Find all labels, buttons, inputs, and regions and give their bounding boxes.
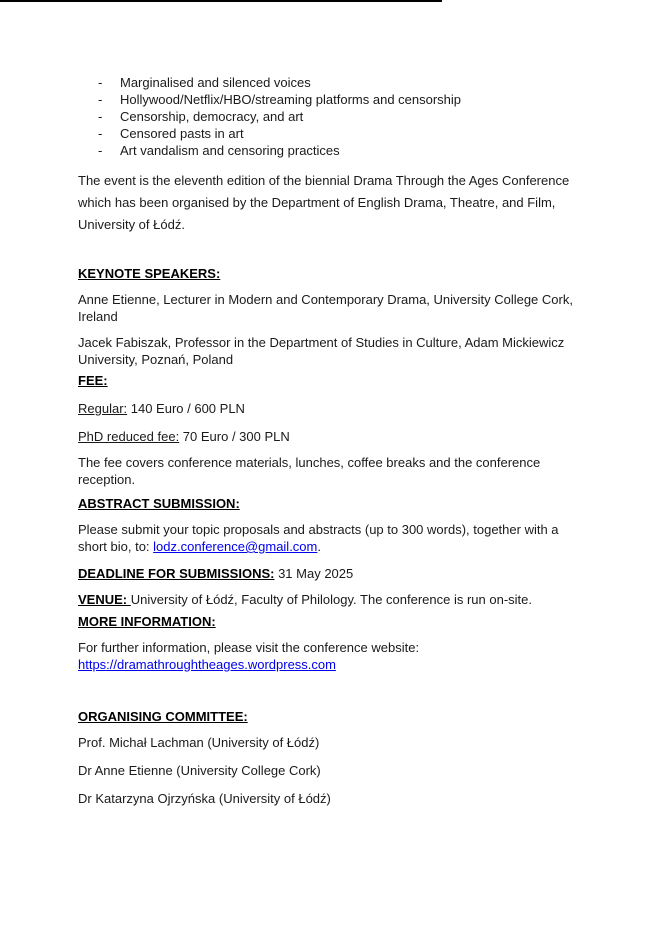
- more-information-text: For further information, please visit the conference website:: [78, 640, 420, 655]
- venue-label: VENUE:: [78, 592, 131, 607]
- bullet-dash: -: [98, 126, 103, 141]
- organising-committee-heading: ORGANISING COMMITTEE:: [78, 709, 248, 724]
- deadline-value: 31 May 2025: [274, 566, 354, 581]
- bullet-text: Marginalised and silenced voices: [120, 75, 311, 90]
- list-item: [78, 125, 590, 142]
- deadline-line: [78, 565, 590, 582]
- bullet-dash: -: [98, 143, 103, 158]
- keynote-speaker-1: Anne Etienne, Lecturer in Modern and Contemporary Drama, University College Cork, Ireland: [78, 292, 573, 324]
- fee-phd-label: PhD reduced fee:: [78, 429, 180, 444]
- committee-member-2: Dr Anne Etienne (University College Cork): [78, 763, 321, 778]
- list-item: [78, 74, 590, 91]
- abstract-text-period: .: [317, 539, 321, 554]
- venue-line: [78, 591, 590, 608]
- bullet-text: Art vandalism and censoring practices: [120, 143, 340, 158]
- more-information-paragraph: [78, 639, 590, 673]
- keynote-speakers-heading: KEYNOTE SPEAKERS:: [78, 266, 221, 281]
- list-item: [78, 142, 590, 159]
- abstract-submission-paragraph: [78, 521, 590, 555]
- fee-note: The fee covers conference materials, lunches, coffee breaks and the conference reception.: [78, 455, 541, 487]
- fee-regular-value: 140 Euro / 600 PLN: [127, 401, 245, 416]
- committee-member-3: Dr Katarzyna Ojrzyńska (University of Łódź): [78, 791, 331, 806]
- clipped-divider-line: [0, 0, 442, 2]
- fee-regular-label: Regular:: [78, 401, 128, 416]
- topics-bullet-list: [78, 74, 590, 159]
- abstract-text: Please submit your topic proposals and abstracts (up to 300 words), together with a short bio, to:: [78, 522, 559, 554]
- bullet-dash: -: [98, 109, 103, 124]
- bullet-text: Censorship, democracy, and art: [120, 109, 304, 124]
- submission-email-link[interactable]: lodz.conference@gmail.com: [153, 539, 318, 554]
- list-item: [78, 108, 590, 125]
- bullet-dash: -: [98, 75, 103, 90]
- more-information-heading: MORE INFORMATION:: [78, 614, 216, 629]
- fee-regular-line: [78, 400, 590, 417]
- fee-heading: FEE:: [78, 373, 108, 388]
- bullet-text: Hollywood/Netflix/HBO/streaming platforms and censorship: [120, 92, 462, 107]
- venue-value: University of Łódź, Faculty of Philology. The conference is run on-site.: [130, 592, 533, 607]
- conference-website-link[interactable]: https://dramathroughtheages.wordpress.com: [78, 657, 336, 672]
- abstract-submission-heading: ABSTRACT SUBMISSION:: [78, 496, 240, 511]
- fee-phd-line: [78, 428, 590, 445]
- bullet-text: Censored pasts in art: [120, 126, 244, 141]
- intro-paragraph: The event is the eleventh edition of the biennial Drama Through the Ages Conference which has been organised by the Department of English Drama, Theatre, and Film, University of Łódź.: [78, 173, 570, 232]
- fee-phd-value: 70 Euro / 300 PLN: [179, 429, 290, 444]
- keynote-speaker-2: Jacek Fabiszak, Professor in the Department of Studies in Culture, Adam Mickiewicz University, Poznań, Poland: [78, 335, 565, 367]
- list-item: [78, 91, 590, 108]
- deadline-label: DEADLINE FOR SUBMISSIONS:: [78, 566, 275, 581]
- bullet-dash: -: [98, 92, 103, 107]
- committee-member-1: Prof. Michał Lachman (University of Łódź): [78, 735, 320, 750]
